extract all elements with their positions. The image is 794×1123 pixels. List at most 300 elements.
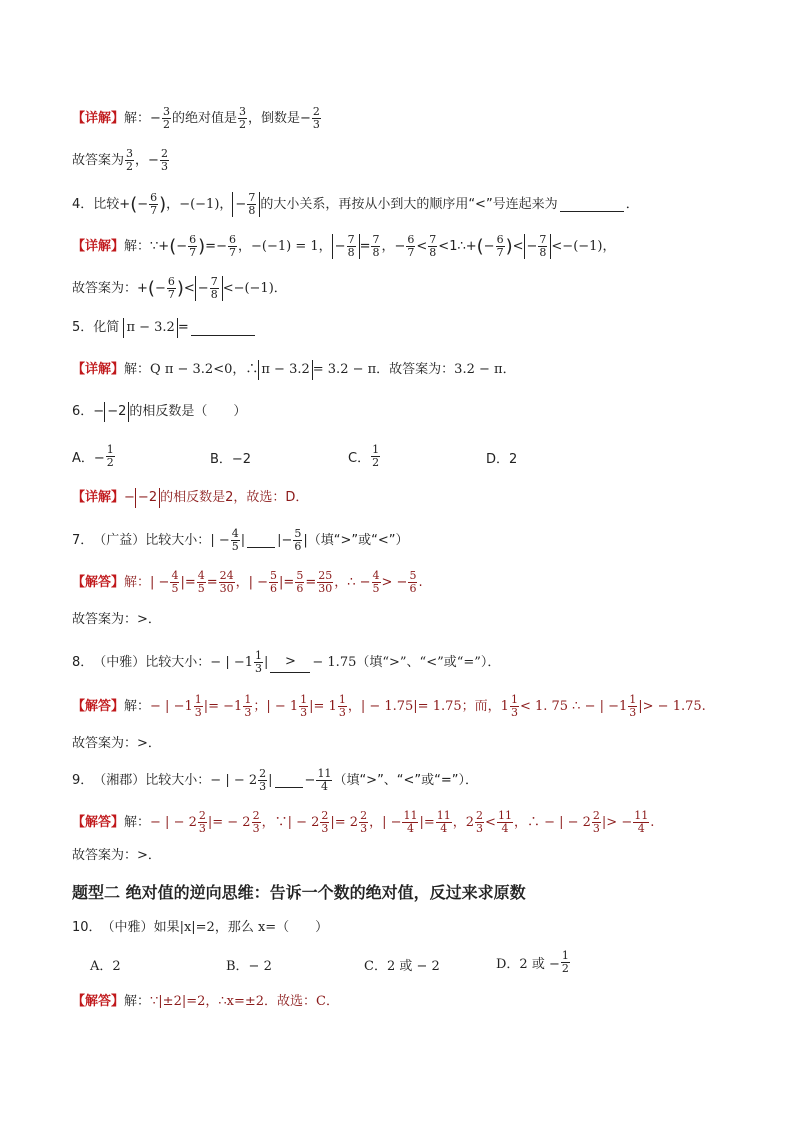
den: 3 xyxy=(510,706,518,719)
text: ，| − xyxy=(369,814,402,830)
num: 11 xyxy=(634,809,649,822)
text: |= xyxy=(279,574,295,590)
text: < xyxy=(512,238,524,254)
detail-10 xyxy=(72,992,339,1012)
fraction xyxy=(428,234,437,259)
fraction xyxy=(347,234,356,259)
text: 解： xyxy=(124,698,151,714)
den: 7 xyxy=(189,246,197,259)
text: | xyxy=(268,772,273,788)
abs-value: − $\frac{7}{8}$ xyxy=(195,276,223,301)
num: 2 xyxy=(198,809,206,822)
num: 11 xyxy=(497,809,512,822)
answer-blank[interactable] xyxy=(275,773,303,788)
fraction xyxy=(167,276,176,301)
den: 8 xyxy=(347,246,355,259)
option-d[interactable] xyxy=(486,448,517,467)
source: （中雅） xyxy=(101,920,154,935)
num: 7 xyxy=(429,233,437,246)
paren-open: ( xyxy=(130,193,138,215)
num: 1 xyxy=(561,949,569,962)
text: 故答案为：+ xyxy=(72,280,148,296)
den: 7 xyxy=(150,204,158,217)
text: <−(−1) xyxy=(222,280,274,296)
fraction xyxy=(371,234,380,259)
source: （广益） xyxy=(93,532,146,548)
den: 3 xyxy=(360,822,368,835)
den: 3 xyxy=(244,706,252,719)
fraction xyxy=(408,570,417,595)
abs-value: − $\frac{7}{8}$ xyxy=(332,234,360,259)
text: |> − xyxy=(601,814,633,830)
text: = xyxy=(206,574,218,590)
text: ， xyxy=(219,196,233,212)
num: 2 xyxy=(592,809,600,822)
den: 4 xyxy=(501,822,509,835)
option-c[interactable] xyxy=(348,444,381,469)
question-10 xyxy=(72,918,328,938)
detail-9 xyxy=(72,810,654,835)
fraction xyxy=(293,528,302,553)
num: 1 xyxy=(372,443,380,456)
num: 24 xyxy=(219,569,234,582)
text: 解： xyxy=(124,110,151,126)
num: 2 xyxy=(160,147,168,160)
answer-4: 故答案为：+ ( − $\frac{6}{7}$ ) < − $\frac{7}{8}$ <−(−1) ． xyxy=(72,275,287,301)
num: 2 xyxy=(252,809,260,822)
num: 1 xyxy=(255,649,262,662)
den: 3 xyxy=(321,822,329,835)
num: 1 xyxy=(629,693,637,706)
fraction xyxy=(496,234,505,259)
den: 5 xyxy=(231,540,239,553)
text: − | − 2 xyxy=(150,814,197,830)
text: ， xyxy=(381,238,395,254)
option-label: D．2 xyxy=(486,452,518,467)
fraction xyxy=(198,810,207,835)
option-d[interactable] xyxy=(496,950,571,975)
text: −(−1) xyxy=(179,196,220,212)
fraction xyxy=(497,810,513,835)
fraction xyxy=(538,234,547,259)
num: 1 xyxy=(510,693,518,706)
text: ，倒数是 xyxy=(247,110,300,126)
text: ． xyxy=(625,196,639,212)
num: 1 xyxy=(244,693,252,706)
num: 1 xyxy=(338,693,346,706)
text: |（填“>”或“<”） xyxy=(303,532,409,548)
den: 4 xyxy=(320,780,328,793)
text: 的相反数是2，故选：D． xyxy=(160,490,309,505)
text: |= 1 xyxy=(309,698,337,714)
question-number: 4． xyxy=(72,196,94,212)
text: 解： xyxy=(124,814,151,830)
text: . xyxy=(650,814,655,830)
num: 6 xyxy=(150,191,158,204)
fraction xyxy=(371,444,380,469)
num: 7 xyxy=(372,233,380,246)
den: 7 xyxy=(228,246,236,259)
num: 6 xyxy=(496,233,504,246)
den: 3 xyxy=(259,780,267,793)
text: | − xyxy=(210,532,230,548)
option-a[interactable] xyxy=(72,444,116,469)
text: ；| − 1 xyxy=(253,698,299,714)
answer-blank[interactable] xyxy=(247,533,275,548)
text: 的大小关系，再按从小到大的顺序用“<”号连起来为 xyxy=(260,196,558,212)
text: ，| − xyxy=(235,574,269,590)
text: − xyxy=(281,532,293,548)
answer-3 xyxy=(72,148,170,173)
fraction xyxy=(475,810,484,835)
text: 解： xyxy=(124,238,151,254)
fraction xyxy=(510,694,519,719)
den: 8 xyxy=(429,246,437,259)
den: 5 xyxy=(372,582,380,595)
text: 比较大小： xyxy=(145,532,211,548)
question-6 xyxy=(72,402,246,422)
text: > − xyxy=(381,574,408,590)
fraction xyxy=(160,148,169,173)
text: |= −1 xyxy=(203,698,243,714)
fraction xyxy=(219,570,235,595)
question-number: 7． xyxy=(72,532,94,548)
text: ， xyxy=(318,238,332,254)
num: 1 xyxy=(106,443,114,456)
option-label: C． xyxy=(348,451,371,466)
detail-tag: 【解答】 xyxy=(72,574,125,590)
text: 故答案为：>． xyxy=(72,612,161,627)
den: 3 xyxy=(476,822,484,835)
den: 3 xyxy=(255,662,262,675)
answer-blank[interactable] xyxy=(560,197,624,212)
fraction xyxy=(170,570,179,595)
num: 5 xyxy=(296,569,304,582)
num: 6 xyxy=(167,275,175,288)
text: |= xyxy=(180,574,196,590)
text: |> − 1.75. xyxy=(638,698,706,714)
text: <−(−1)， xyxy=(551,238,616,254)
fraction xyxy=(628,694,637,719)
den: 3 xyxy=(194,706,202,719)
question-number: 5． xyxy=(72,320,94,335)
den: 3 xyxy=(252,822,260,835)
text: − xyxy=(394,238,406,254)
num: 5 xyxy=(270,569,278,582)
detail-8 xyxy=(72,694,706,719)
question-number: 10． xyxy=(72,920,102,935)
text: < xyxy=(183,280,195,296)
num: 7 xyxy=(210,275,218,288)
answer-7 xyxy=(72,610,161,630)
den: 3 xyxy=(300,706,308,719)
text: −(−1) = 1 xyxy=(251,238,319,254)
text: ． xyxy=(273,280,287,296)
text: − 1.75（填“>”、“<”或“=”）． xyxy=(312,654,501,670)
num: 1 xyxy=(194,693,202,706)
fraction xyxy=(254,650,263,675)
text: ，∴ − xyxy=(334,574,371,590)
text: ，∴ − | − 2 xyxy=(513,814,591,830)
num: 1 xyxy=(300,693,308,706)
num: 11 xyxy=(436,809,451,822)
den: 3 xyxy=(160,160,168,173)
text: ∵+ xyxy=(150,238,170,254)
text: 的相反数是（ ） xyxy=(129,404,247,419)
den: 6 xyxy=(409,582,417,595)
text: ，| − 1.75|= 1.75；而， xyxy=(347,698,501,714)
text: = xyxy=(177,320,189,335)
num: 4 xyxy=(197,569,205,582)
den: 3 xyxy=(629,706,637,719)
text: | xyxy=(240,532,246,548)
num: 5 xyxy=(409,569,417,582)
den: 8 xyxy=(539,246,547,259)
fraction xyxy=(402,810,418,835)
num: 7 xyxy=(347,233,355,246)
num: 11 xyxy=(403,809,418,822)
num: 25 xyxy=(318,569,333,582)
den: 7 xyxy=(167,288,175,301)
text: = xyxy=(205,238,217,254)
den: 6 xyxy=(270,582,278,595)
text: 故答案为：>． xyxy=(72,848,161,863)
text: ， xyxy=(135,152,149,168)
den: 5 xyxy=(171,582,179,595)
fraction xyxy=(436,810,452,835)
abs-value: π − 3.2 xyxy=(258,360,312,380)
den: 4 xyxy=(406,822,414,835)
text: 解： xyxy=(124,574,151,590)
detail-5 xyxy=(72,360,516,380)
num: 6 xyxy=(189,233,197,246)
detail-7 xyxy=(72,570,423,595)
text: ， xyxy=(166,196,180,212)
option-label: C．2 或 − 2 xyxy=(364,959,440,974)
fraction xyxy=(243,694,252,719)
den: 3 xyxy=(198,822,206,835)
num: 7 xyxy=(248,191,256,204)
option-label: D．2 或 − xyxy=(496,957,560,972)
question-8 xyxy=(72,650,500,675)
fraction xyxy=(210,276,219,301)
question-number: 6． xyxy=(72,404,94,419)
option-label: A．2 xyxy=(90,959,121,974)
text: ∵|±2|=2，∴x=±2．故选：C． xyxy=(150,994,339,1009)
text: − xyxy=(304,772,316,788)
fraction xyxy=(406,234,415,259)
detail-3 xyxy=(72,106,322,131)
detail-tag: 【详解】 xyxy=(72,110,125,126)
option-b[interactable] xyxy=(226,955,272,974)
text: − xyxy=(93,404,105,419)
question-number: 8． xyxy=(72,654,94,670)
question-9 xyxy=(72,768,478,793)
num: 4 xyxy=(171,569,179,582)
num: 3 xyxy=(126,147,134,160)
text: − xyxy=(150,110,161,126)
fraction xyxy=(372,570,381,595)
den: 2 xyxy=(162,118,170,131)
text: < xyxy=(485,814,496,830)
fraction xyxy=(320,810,329,835)
text: + xyxy=(119,196,131,212)
den: 2 xyxy=(561,962,569,975)
detail-tag: 【解答】 xyxy=(72,814,125,830)
den: 2 xyxy=(106,456,114,469)
fraction xyxy=(359,810,368,835)
den: 2 xyxy=(372,456,380,469)
text: = 3.2 − π．故答案为： xyxy=(312,362,455,377)
fraction xyxy=(312,106,321,131)
detail-tag: 【详解】 xyxy=(72,490,125,505)
num: 3 xyxy=(238,105,246,118)
option-label: A．− xyxy=(72,451,105,466)
option-label: B．− 2 xyxy=(226,959,272,974)
den: 7 xyxy=(496,246,504,259)
answer-blank[interactable]: > xyxy=(270,652,310,673)
text: 比较 xyxy=(93,196,120,212)
num: 5 xyxy=(294,527,302,540)
den: 8 xyxy=(210,288,218,301)
abs-value: π − 3.2 xyxy=(123,318,177,338)
question-5 xyxy=(72,318,257,338)
fraction xyxy=(197,570,206,595)
text: 3.2 − π xyxy=(454,362,503,377)
detail-tag: 【详解】 xyxy=(72,362,125,377)
text: | − xyxy=(150,574,170,590)
detail-tag: 【详解】 xyxy=(72,238,125,254)
num: 11 xyxy=(317,767,332,780)
abs-value: −2 xyxy=(135,488,160,508)
abs-value: −2 xyxy=(104,402,129,422)
text: 解： xyxy=(124,362,151,377)
fraction xyxy=(592,810,601,835)
option-a[interactable] xyxy=(90,955,121,974)
text: Q π − 3.2<0，∴ xyxy=(150,362,259,377)
text: 化简 xyxy=(93,320,120,335)
text: |= 2 xyxy=(330,814,359,830)
text: − xyxy=(148,152,159,168)
option-c[interactable] xyxy=(364,955,440,974)
fraction xyxy=(269,570,278,595)
text: = xyxy=(305,574,317,590)
den: 6 xyxy=(294,540,302,553)
fraction xyxy=(338,694,347,719)
den: 6 xyxy=(296,582,304,595)
fraction xyxy=(231,528,240,553)
text: 比较大小：− | − 2 xyxy=(145,772,258,788)
num: 2 xyxy=(476,809,484,822)
den: 8 xyxy=(248,204,256,217)
den: 4 xyxy=(440,822,448,835)
num: 2 xyxy=(360,809,368,822)
detail-4: 【详解】 解： ∵+ ( − $\frac{6}{7}$ ) = − $\frac{6}{7}$ ， −(−1) = 1 ， − $\frac{7}{8}$ = $\frac{7}{8}$ ， − $\frac{6}{7}$ < $\frac{7}{8}$ <1∴+ ( − $\frac{6}{7}$ ) < − $\frac{7}{8}$ <−(−1)， xyxy=(72,233,616,259)
text: 比较大小：− | −1 xyxy=(145,654,253,670)
fraction xyxy=(633,810,649,835)
text: ，2 xyxy=(452,814,475,830)
detail-tag: 【解答】 xyxy=(72,698,125,714)
fraction xyxy=(149,192,158,217)
num: 2 xyxy=(259,767,267,780)
den: 4 xyxy=(637,822,645,835)
text: <1∴+ xyxy=(438,238,477,254)
fraction xyxy=(238,106,247,131)
num: 3 xyxy=(162,105,170,118)
fraction xyxy=(299,694,308,719)
answer-8 xyxy=(72,734,161,754)
den: 30 xyxy=(219,582,234,595)
option-b[interactable] xyxy=(210,448,251,467)
answer-blank[interactable] xyxy=(191,321,255,336)
den: 7 xyxy=(407,246,415,259)
question-4: 4． 比较 + ( − $\frac{6}{7}$ ) ， −(−1) ， − $\frac{7}{8}$ 的大小关系，再按从小到大的顺序用“<”号连起来为 ． xyxy=(72,191,639,217)
text: = xyxy=(359,238,371,254)
detail-6 xyxy=(72,488,308,508)
text: （填“>”、“<”或“=”）． xyxy=(333,772,479,788)
den: 30 xyxy=(318,582,333,595)
text: 解： xyxy=(124,994,151,1009)
num: 6 xyxy=(228,233,236,246)
text: − xyxy=(299,110,311,126)
text: ， xyxy=(237,238,251,254)
fraction xyxy=(295,570,304,595)
text: − xyxy=(216,238,227,254)
num: 7 xyxy=(539,233,547,246)
answer-9 xyxy=(72,846,161,866)
fraction xyxy=(561,950,570,975)
den: 2 xyxy=(238,118,246,131)
num: 4 xyxy=(372,569,380,582)
abs-value: − $\frac{7}{8}$ xyxy=(524,234,552,259)
source: （中雅） xyxy=(93,654,146,670)
section-heading: 题型二 绝对值的逆向思维：告诉一个数的绝对值，反过来求原数 xyxy=(72,883,526,902)
fraction xyxy=(106,444,115,469)
text: |= xyxy=(419,814,435,830)
text: 的绝对值是 xyxy=(171,110,237,126)
den: 5 xyxy=(197,582,205,595)
fraction xyxy=(247,192,256,217)
question-7: 7． （广益） 比较大小： | − $\frac{4}{5}$ | | − $\frac{5}{6}$ |（填“>”或“<”） xyxy=(72,527,409,553)
text: |= − 2 xyxy=(207,814,251,830)
question-number: 9． xyxy=(72,772,94,788)
fraction xyxy=(194,694,203,719)
fraction xyxy=(162,106,171,131)
abs-value: − $\frac{7}{8}$ xyxy=(232,192,260,217)
text: − xyxy=(124,490,135,505)
text: ． xyxy=(502,362,516,377)
text: 如果|x|=2，那么 x=（ ） xyxy=(153,920,329,935)
den: 2 xyxy=(126,160,134,173)
num: 2 xyxy=(321,809,329,822)
fraction xyxy=(316,768,332,793)
num: 2 xyxy=(312,105,320,118)
den: 3 xyxy=(592,822,600,835)
text: 故答案为 xyxy=(72,152,125,168)
den: 3 xyxy=(338,706,346,719)
fraction xyxy=(317,570,333,595)
option-label: B．−2 xyxy=(210,452,252,467)
text: − | −1 xyxy=(150,698,193,714)
text: ，∵| − 2 xyxy=(261,814,320,830)
num: 4 xyxy=(231,527,239,540)
fraction xyxy=(258,768,267,793)
text: < xyxy=(416,238,428,254)
text: < 1. 75 ∴ − | −1 xyxy=(519,698,628,714)
source: （湘郡） xyxy=(93,772,146,788)
fraction xyxy=(252,810,261,835)
paren-close: ) xyxy=(159,193,167,215)
